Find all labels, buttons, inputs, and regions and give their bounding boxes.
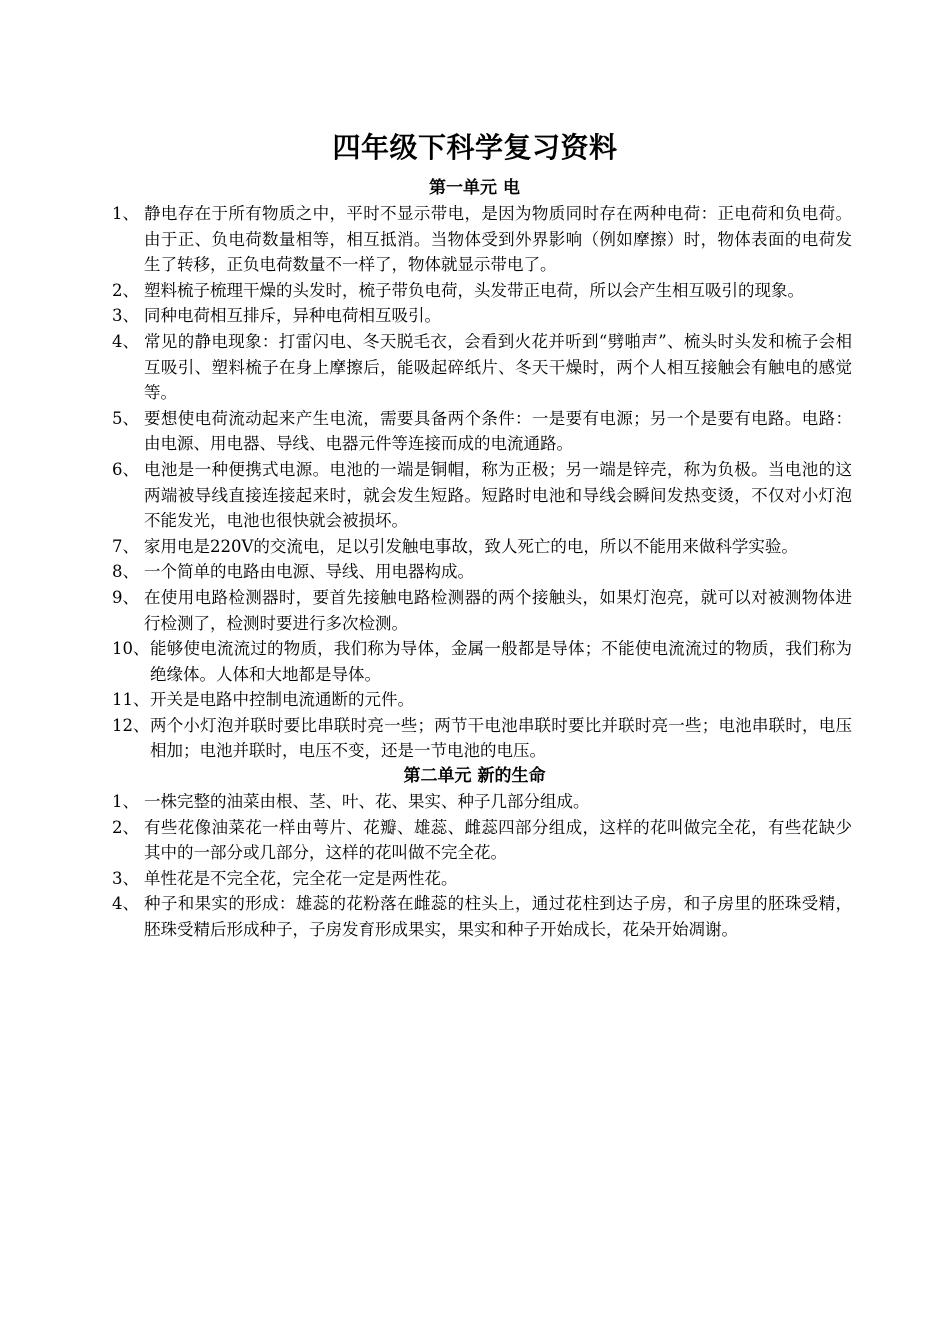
item-number: 3 、 bbox=[112, 303, 139, 329]
section-unit-2 bbox=[112, 764, 852, 943]
item-number: 1 、 bbox=[112, 201, 139, 227]
item-text: 同种电荷相互排斥，异种电荷相互吸引。 bbox=[144, 306, 441, 326]
list-item bbox=[112, 815, 852, 866]
item-text: 一个简单的电路由电源、导线、用电器构成。 bbox=[144, 562, 474, 582]
list-item bbox=[112, 278, 852, 304]
item-text: 单性花是不完全花，完全花一定是两性花。 bbox=[144, 868, 458, 888]
item-number: 4 、 bbox=[112, 329, 139, 355]
item-number: 5 、 bbox=[112, 406, 139, 432]
item-list-continued bbox=[112, 636, 852, 764]
item-text: 两个小灯泡并联时要比串联时亮一些；两节干电池串联时要比并联时亮一些；电池串联时，电压相加；电池并联时，电压不变，还是一节电池的电压。 bbox=[150, 715, 852, 761]
item-list bbox=[112, 789, 852, 943]
item-number: 6 、 bbox=[112, 457, 139, 483]
item-number: 2 、 bbox=[112, 815, 139, 841]
list-item bbox=[112, 713, 852, 764]
item-text: 一株完整的油菜由根、茎、叶、花、果实、种子几部分组成。 bbox=[144, 792, 590, 812]
item-number: 8 、 bbox=[112, 559, 139, 585]
item-text: 电池是一种便携式电源。电池的一端是铜帽，称为正极；另一端是锌壳，称为负极。当电池的这两端被导线直接连接起来时，就会发生短路。短路时电池和导线会瞬间发热变烫，不仅对小灯泡不能发光，电池也很快就会被损坏。 bbox=[144, 459, 852, 531]
item-text: 在使用电路检测器时，要首先接触电路检测器的两个接触头，如果灯泡亮，就可以对被测物体进行检测了，检测时要进行多次检测。 bbox=[144, 587, 852, 633]
list-item bbox=[112, 585, 852, 636]
item-text: 开关是电路中控制电流通断的元件。 bbox=[150, 690, 414, 710]
item-number: 12 、 bbox=[112, 713, 150, 739]
list-item bbox=[112, 534, 852, 560]
list-item bbox=[112, 329, 852, 406]
item-number: 7 、 bbox=[112, 534, 139, 560]
item-list bbox=[112, 201, 852, 636]
list-item bbox=[112, 789, 852, 815]
list-item bbox=[112, 406, 852, 457]
item-number: 2 、 bbox=[112, 278, 139, 304]
item-text: 常见的静电现象：打雷闪电、冬天脱毛衣，会看到火花并听到“劈啪声”、梳头时头发和梳子会相互吸引、塑料梳子在身上摩擦后，能吸起碎纸片、冬天干燥时，两个人相互接触会有触电的感觉等。 bbox=[144, 331, 852, 403]
list-item bbox=[112, 891, 852, 942]
list-item bbox=[112, 559, 852, 585]
item-number: 4 、 bbox=[112, 891, 139, 917]
item-text: 种子和果实的形成：雄蕊的花粉落在雌蕊的柱头上，通过花柱到达子房，和子房里的胚珠受精，胚珠受精后形成种子，子房发育形成果实，果实和种子开始成长，花朵开始凋谢。 bbox=[144, 894, 852, 940]
section-heading: 第一单元 电 bbox=[429, 178, 520, 198]
page-title: 四年级下科学复习资料 bbox=[332, 131, 618, 164]
item-text: 家用电是220V的交流电，足以引发触电事故，致人死亡的电，所以不能用来做科学实验。 bbox=[144, 536, 798, 556]
item-text: 有些花像油菜花一样由萼片、花瓣、雄蕊、雌蕊四部分组成，这样的花叫做完全花，有些花缺少其中的一部分或几部分，这样的花叫做不完全花。 bbox=[144, 817, 852, 863]
item-text: 静电存在于所有物质之中，平时不显示带电，是因为物质同时存在两种电荷：正电荷和负电荷。由于正、负电荷数量相等，相互抵消。当物体受到外界影响（例如摩擦）时，物体表面的电荷发生了转移，正负电荷数量不一样了，物体就显示带电了。 bbox=[144, 204, 852, 275]
list-item bbox=[112, 687, 852, 713]
item-number: 11 、 bbox=[112, 687, 150, 713]
item-text: 能够使电流流过的物质，我们称为导体，金属一般都是导体；不能使电流流过的物质，我们称为绝缘体。人体和大地都是导体。 bbox=[150, 639, 852, 684]
list-item bbox=[112, 866, 852, 892]
item-text: 要想使电荷流动起来产生电流，需要具备两个条件：一是要有电源；另一个是要有电路。电路：由电源、用电器、导线、电器元件等连接而成的电流通路。 bbox=[144, 408, 852, 454]
list-item bbox=[112, 636, 852, 687]
section-heading: 第二单元 新的生命 bbox=[403, 766, 546, 787]
section-unit-1 bbox=[112, 176, 852, 764]
item-number: 1 、 bbox=[112, 789, 139, 815]
item-text: 塑料梳子梳理干燥的头发时，梳子带负电荷，头发带正电荷，所以会产生相互吸引的现象。 bbox=[144, 280, 804, 300]
item-number: 3 、 bbox=[112, 866, 139, 892]
document-body bbox=[112, 176, 852, 943]
list-item bbox=[112, 457, 852, 534]
item-number: 10 、 bbox=[112, 636, 150, 662]
list-item bbox=[112, 201, 852, 278]
list-item bbox=[112, 303, 852, 329]
item-number: 9 、 bbox=[112, 585, 139, 611]
